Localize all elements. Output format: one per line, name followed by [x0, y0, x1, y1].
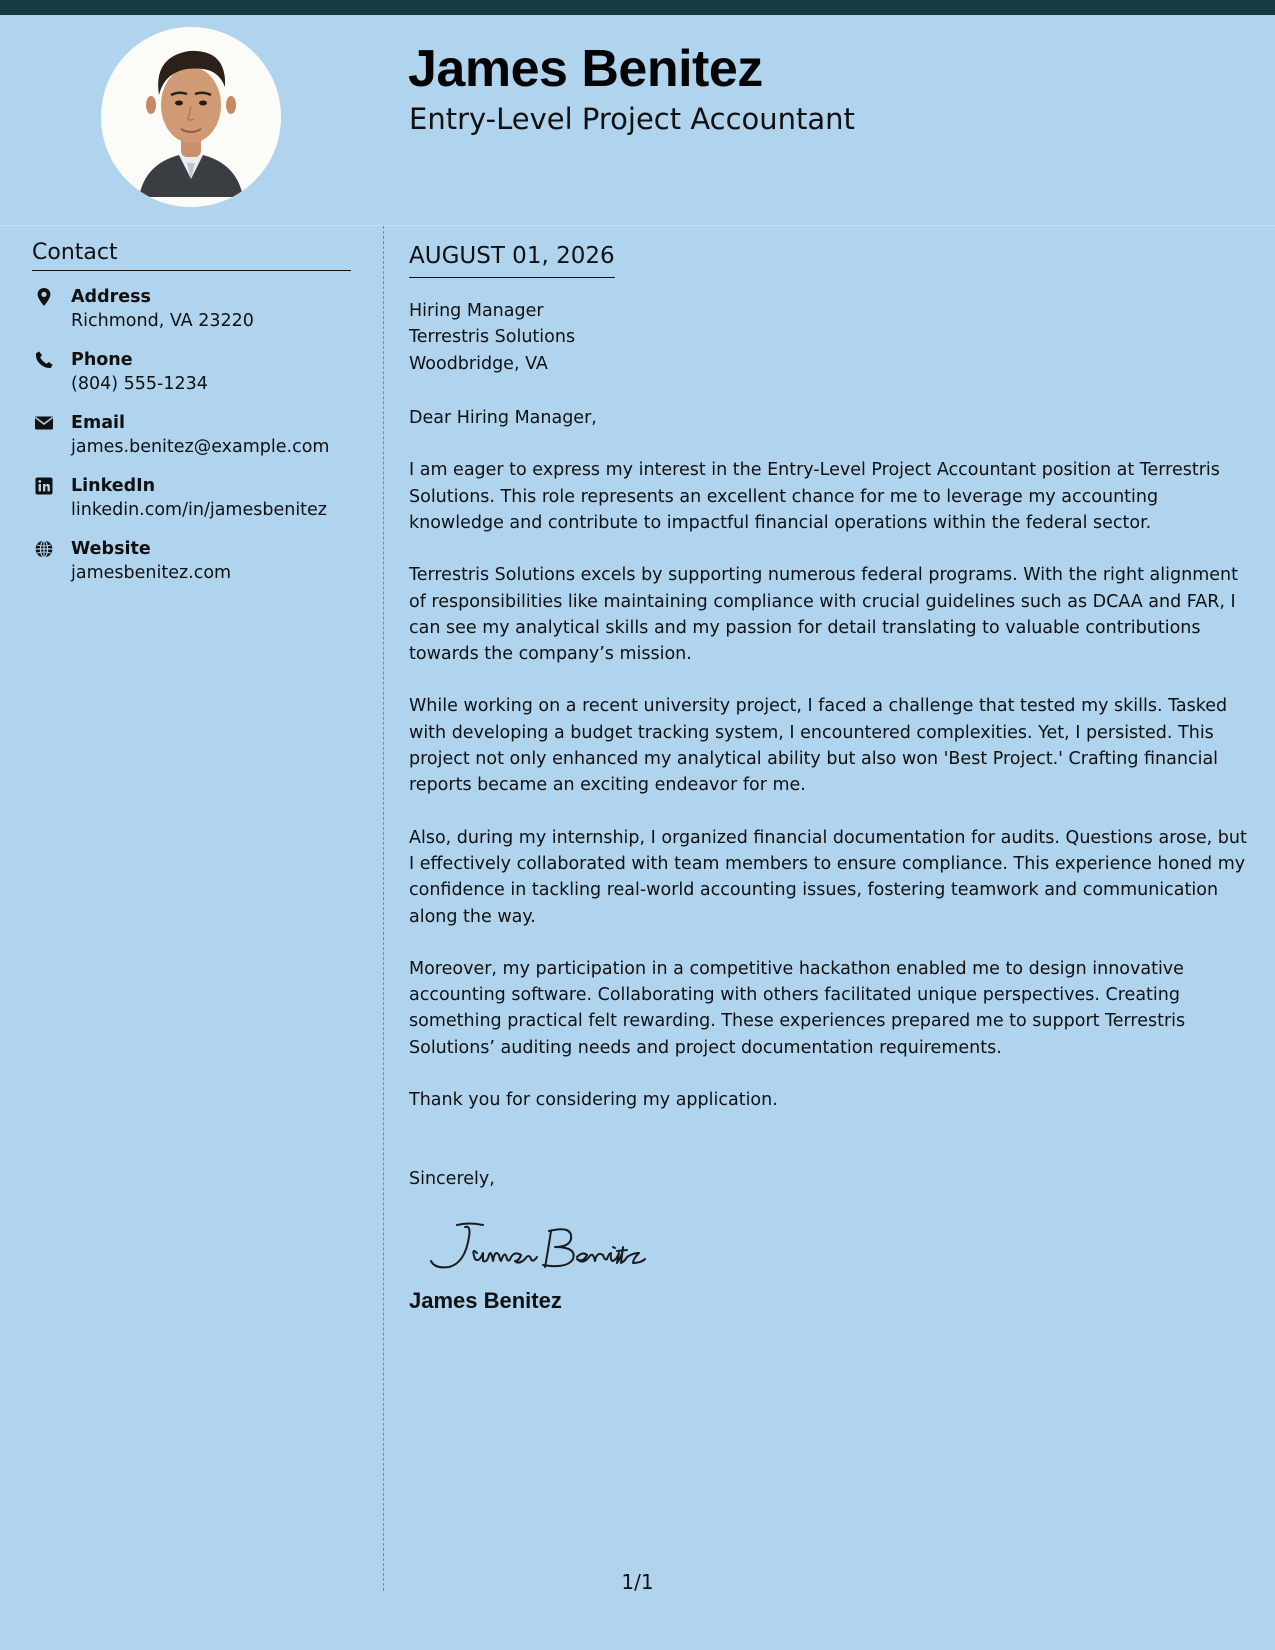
letter-date: AUGUST 01, 2026 [409, 243, 615, 278]
contact-value-phone: (804) 555-1234 [71, 374, 208, 395]
profile-photo [101, 27, 281, 207]
job-title: Entry-Level Project Accountant [409, 102, 855, 136]
envelope-icon [34, 413, 54, 433]
contact-item-website [32, 537, 351, 600]
contact-value-email: james.benitez@example.com [71, 437, 330, 458]
map-pin-icon [34, 287, 54, 307]
recipient-block [409, 298, 1249, 378]
recipient-line: Hiring Manager [409, 300, 544, 321]
contact-sidebar [32, 240, 351, 600]
contact-item-phone [32, 348, 351, 411]
letter-paragraph: I am eager to express my interest in the Entry-Level Project Accountant position at Terrestris Solutions. This role represents an excellent chance for me to leverage my accounting knowledge and contribute to impactful financial operations within the federal sector. [409, 460, 1220, 533]
contact-heading: Contact [32, 240, 351, 271]
contact-value-linkedin: linkedin.com/in/jamesbenitez [71, 500, 327, 521]
letter-paragraph: Thank you for considering my application. [409, 1090, 778, 1111]
candidate-name: James Benitez [408, 40, 763, 98]
salutation: Dear Hiring Manager, [409, 408, 597, 429]
handwritten-signature [427, 1217, 1249, 1277]
letter-body [409, 243, 1249, 1314]
contact-list [32, 285, 351, 600]
page-number: 1/1 [621, 1570, 654, 1594]
contact-label-address: Address [71, 287, 151, 308]
contact-item-linkedin [32, 474, 351, 537]
contact-item-email [32, 411, 351, 474]
contact-item-address [32, 285, 351, 348]
letter-paragraph: Also, during my internship, I organized financial documentation for audits. Questions arose, but I effectively collaborated with team members to ensure compliance. This experience honed my confidence in tackling real-world accounting issues, fostering teamwork and communication along the way. [409, 827, 1247, 927]
linkedin-icon [34, 476, 54, 496]
closing: Sincerely, [409, 1169, 495, 1190]
contact-label-website: Website [71, 539, 151, 560]
globe-icon [34, 539, 54, 559]
column-divider [383, 226, 384, 1591]
contact-label-phone: Phone [71, 350, 133, 371]
avatar [101, 27, 281, 207]
contact-value-address: Richmond, VA 23220 [71, 311, 254, 332]
letter-paragraph: Moreover, my participation in a competitive hackathon enabled me to design innovative accounting software. Collaborating with others facilitated unique perspectives. Creating something practical felt rewarding. These experiences prepared me to support Terrestris Solutions’ auditing needs and project documentation requirements. [409, 958, 1186, 1058]
signed-name: James Benitez [409, 1287, 562, 1313]
recipient-line: Terrestris Solutions [409, 327, 576, 348]
letter-paragraph: Terrestris Solutions excels by supporting numerous federal programs. With the right alignment of responsibilities like maintaining compliance with crucial guidelines such as DCAA and FAR, I can see my analytical skills and my passion for detail translating to valuable contributions towards the company’s mission. [409, 565, 1238, 665]
phone-icon [34, 350, 54, 370]
letter-paragraph: While working on a recent university project, I faced a challenge that tested my skills. Tasked with developing a budget tracking system, I encountered complexities. Yet, I persisted. This project not only enhanced my analytical ability but also won 'Best Project.' Crafting financial reports became an exciting endeavor for me. [409, 696, 1228, 796]
contact-label-linkedin: LinkedIn [71, 476, 156, 497]
recipient-line: Woodbridge, VA [409, 353, 548, 374]
top-accent-bar [0, 0, 1275, 15]
contact-label-email: Email [71, 413, 125, 434]
page-header [0, 15, 1275, 226]
contact-value-website: jamesbenitez.com [71, 563, 232, 584]
